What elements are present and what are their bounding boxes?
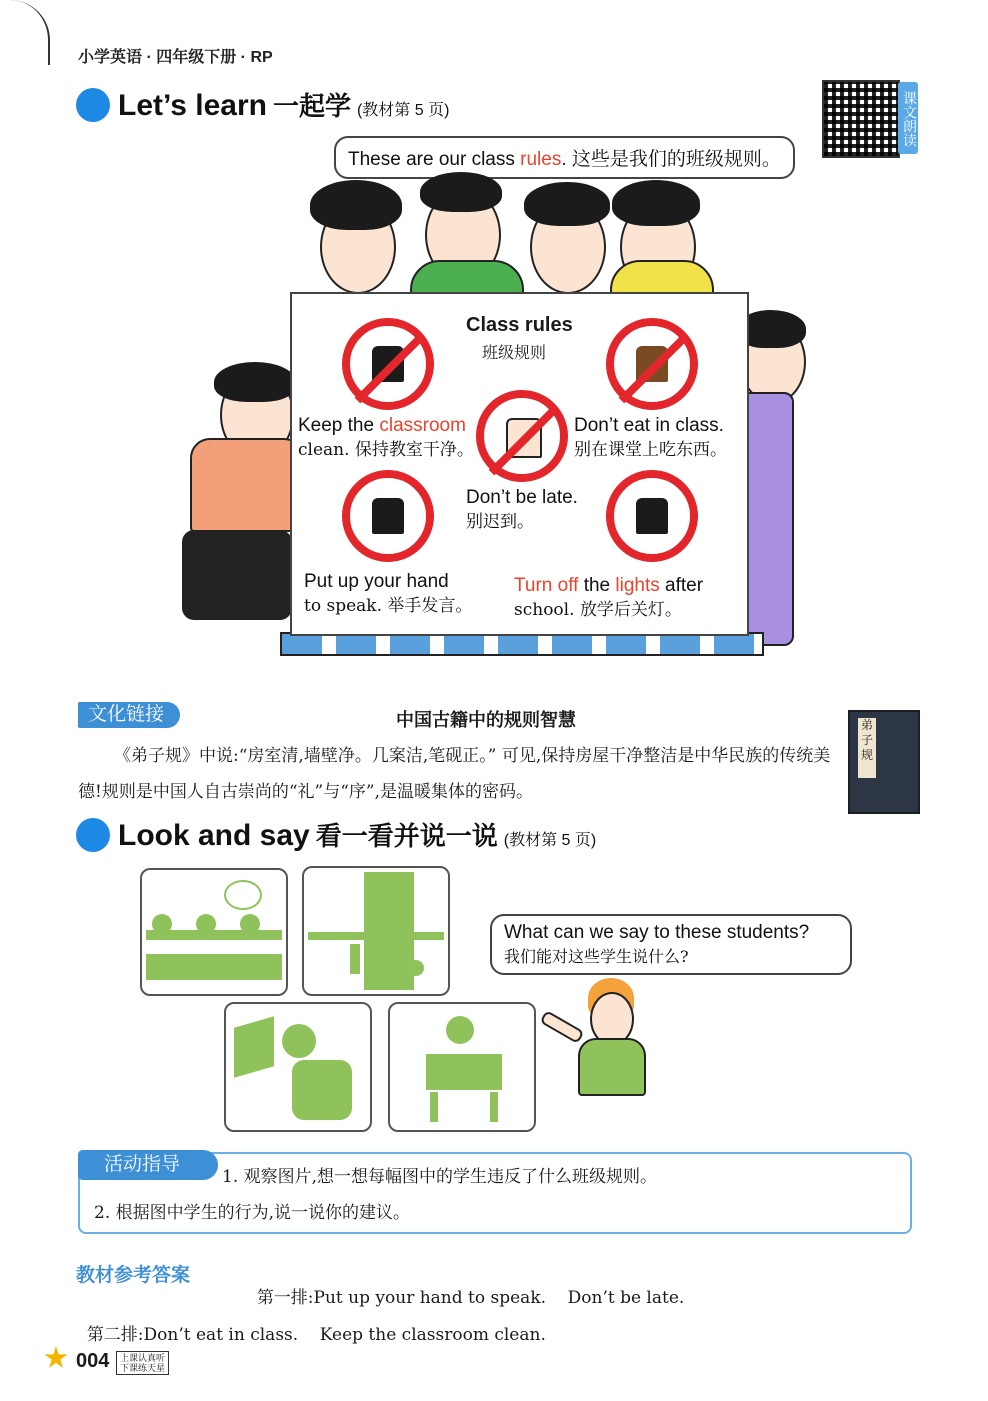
row-label: 第二排: (86, 1325, 144, 1345)
qr-code[interactable] (822, 80, 900, 158)
kneeling-boy-shirt (190, 438, 304, 532)
rule-text: Put up your hand (304, 571, 449, 592)
row-answers: Put up your hand to speak. Don’t be late. (313, 1288, 685, 1308)
section-bullet-2 (76, 818, 110, 852)
page-corner-line (0, 0, 50, 65)
no-hitting-sign-icon (476, 390, 568, 482)
rule-text: the (578, 575, 616, 596)
title-cn: 一起学 (272, 91, 351, 121)
picture-messy-desk (388, 1002, 536, 1132)
rule-text: Keep the (298, 415, 380, 436)
book-label: 弟子规 (858, 718, 876, 778)
teacher-girl-illustration (540, 978, 650, 1094)
rule-line2: school. 放学后关灯。 (514, 600, 682, 620)
title-en: Let’s learn (118, 89, 267, 122)
girl-hair-2 (524, 182, 610, 226)
culture-title: 中国古籍中的规则智慧 (396, 710, 576, 730)
rule-raise-hand (304, 570, 472, 618)
girl-hair (310, 180, 402, 230)
picture-talking-in-class (140, 868, 288, 996)
rule-no-eating (574, 414, 727, 462)
class-rules-poster (290, 292, 749, 636)
rule-highlight: Turn off (514, 575, 579, 596)
rule-highlight-2: lights (615, 575, 660, 596)
row-answers: Don’t eat in class. Keep the classroom clean. (143, 1325, 546, 1345)
answer-row-2 (76, 1300, 546, 1345)
dizigui-book-image (848, 710, 920, 814)
poster-subtitle: 班级规则 (482, 343, 547, 362)
guide-line-1: 1. 观察图片,想一想每幅图中的学生违反了什么班级规则。 (222, 1167, 658, 1187)
no-food-sign-icon (606, 318, 698, 410)
raise-hand-sign-icon (342, 470, 434, 562)
rule-not-late (466, 486, 578, 534)
audio-reading-tab[interactable]: 课文朗读 (898, 82, 918, 154)
rule-text-cn: 别在课堂上吃东西。 (574, 440, 727, 460)
girl-hair-3 (612, 180, 700, 226)
no-litter-sign-icon (342, 318, 434, 410)
textbook-ref: (教材第 5 页) (503, 832, 597, 849)
picture-eating-in-class (224, 1002, 372, 1132)
culture-body: 《弟子规》中说:“房室清,墙壁净。几案洁,笔砚正。” 可见,保持房屋干净整洁是中华民族的传统美德!规则是中国人自古崇尚的“礼”与“序”,是温暖集体的密码。 (78, 746, 831, 802)
rule-text: Don’t eat in class. (574, 415, 724, 436)
activity-guide-tag: 活动指导 (78, 1150, 218, 1180)
rule-text: Don’t be late. (466, 487, 578, 508)
picture-late-for-school (302, 866, 450, 996)
question-cn: 我们能对这些学生说什么? (504, 947, 689, 966)
slogan-line-2: 下课练天星 (120, 1363, 166, 1373)
title-cn: 看一看并说一说 (315, 821, 498, 851)
boy-hair (420, 172, 502, 212)
speech-text-cn: . 这些是我们的班级规则。 (561, 149, 781, 170)
rule-text-2: after (659, 575, 704, 596)
book-header: 小学英语 · 四年级下册 · RP (78, 49, 273, 66)
speech-highlight: rules (520, 149, 562, 170)
rule-text-cn: 别迟到。 (466, 512, 534, 532)
answer-tag: 教材参考答案 (76, 1265, 191, 1286)
guide-line-2: 2. 根据图中学生的行为,说一说你的建议。 (94, 1203, 411, 1223)
rule-keep-clean (298, 414, 474, 462)
kneeling-boy-pants (182, 530, 292, 620)
rule-line2: clean. 保持教室干净。 (298, 440, 474, 460)
rule-turn-off-lights (514, 574, 703, 622)
culture-link-tag: 文化链接 (78, 702, 180, 728)
question-en: What can we say to these students? (504, 922, 810, 943)
section-bullet (76, 88, 110, 122)
slogan-line-1: 上课认真听 (120, 1353, 166, 1363)
section-title-look-say (118, 816, 596, 853)
star-icon (44, 1346, 68, 1370)
rule-highlight: classroom (379, 415, 466, 436)
title-en: Look and say (118, 819, 310, 852)
section-title-learn (118, 86, 449, 123)
poster-title: Class rules (466, 314, 573, 336)
turn-off-lights-sign-icon (606, 470, 698, 562)
row-label: 第一排: (256, 1288, 314, 1308)
textbook-ref: (教材第 5 页) (356, 102, 450, 119)
kneeling-boy-hair (214, 362, 296, 402)
footer-slogan (116, 1351, 169, 1375)
rule-line2: to speak. 举手发言。 (304, 596, 473, 616)
page-number: 004 (76, 1350, 110, 1372)
speech-text: These are our class (348, 149, 521, 170)
speech-bubble-question (490, 914, 852, 975)
